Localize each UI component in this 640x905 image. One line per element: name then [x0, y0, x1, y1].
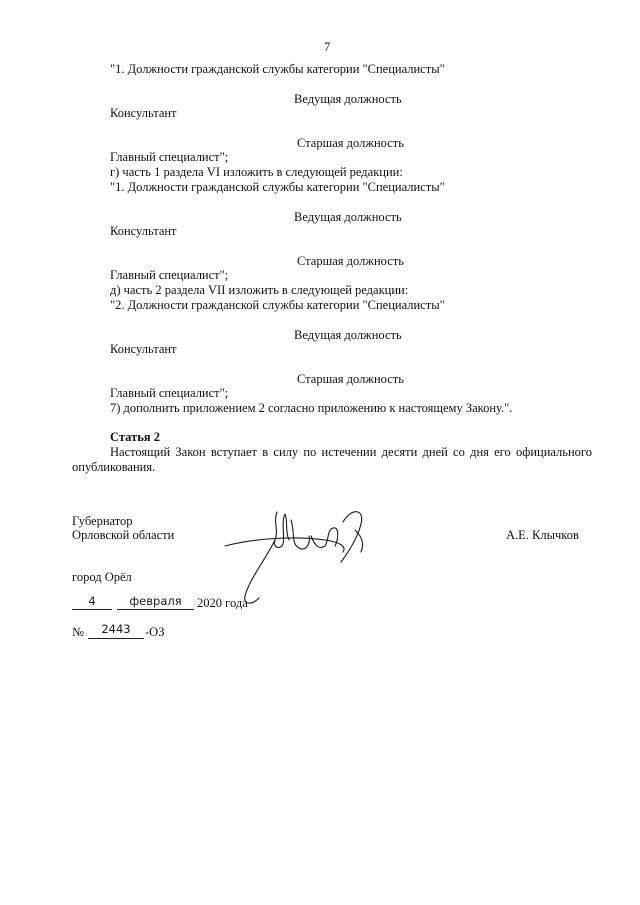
date-month-underline: [117, 609, 194, 610]
text-line: Старшая должность: [297, 136, 404, 150]
number-suffix: -ОЗ: [145, 625, 165, 639]
text-line: 7) дополнить приложением 2 согласно приложению к настоящему Закону.".: [110, 401, 513, 415]
text-line: г) часть 1 раздела VI изложить в следующей редакции:: [110, 165, 403, 179]
handwritten-signature: [215, 500, 375, 610]
text-line: Главный специалист";: [110, 386, 229, 400]
text-line: Главный специалист";: [110, 268, 229, 282]
signatory-name: А.Е. Клычков: [506, 528, 579, 542]
article-heading: Статья 2: [110, 430, 160, 444]
document-number-underline: [88, 638, 144, 639]
text-line: Старшая должность: [297, 372, 404, 386]
date-month: февраля: [129, 594, 182, 608]
text-line: "1. Должности гражданской службы категории "Специалисты": [110, 62, 445, 76]
date-day-underline: [72, 609, 112, 610]
text-line: "1. Должности гражданской службы категории "Специалисты": [110, 180, 445, 194]
city: город Орёл: [72, 570, 132, 584]
text-line: Ведущая должность: [294, 328, 402, 342]
text-line: Главный специалист";: [110, 150, 229, 164]
page-number: 7: [324, 40, 331, 54]
signatory-title-line2: Орловской области: [72, 528, 175, 542]
date-day: 4: [88, 594, 96, 608]
signatory-title-line1: Губернатор: [72, 514, 133, 528]
text-line: д) часть 2 раздела VII изложить в следующей редакции:: [110, 283, 409, 297]
text-line: Старшая должность: [297, 254, 404, 268]
text-line: "2. Должности гражданской службы категории "Специалисты": [110, 298, 445, 312]
text-line: Консультант: [110, 106, 177, 120]
text-line: Консультант: [110, 224, 177, 238]
text-line: Ведущая должность: [294, 210, 402, 224]
document-number: 2443: [101, 622, 131, 636]
text-line: Консультант: [110, 342, 177, 356]
date-year: 2020 года: [197, 596, 248, 610]
number-prefix: №: [72, 625, 84, 639]
article-body: Настоящий Закон вступает в силу по истечении десяти дней со дня его официального опубликования.: [72, 445, 592, 474]
text-line: Ведущая должность: [294, 92, 402, 106]
